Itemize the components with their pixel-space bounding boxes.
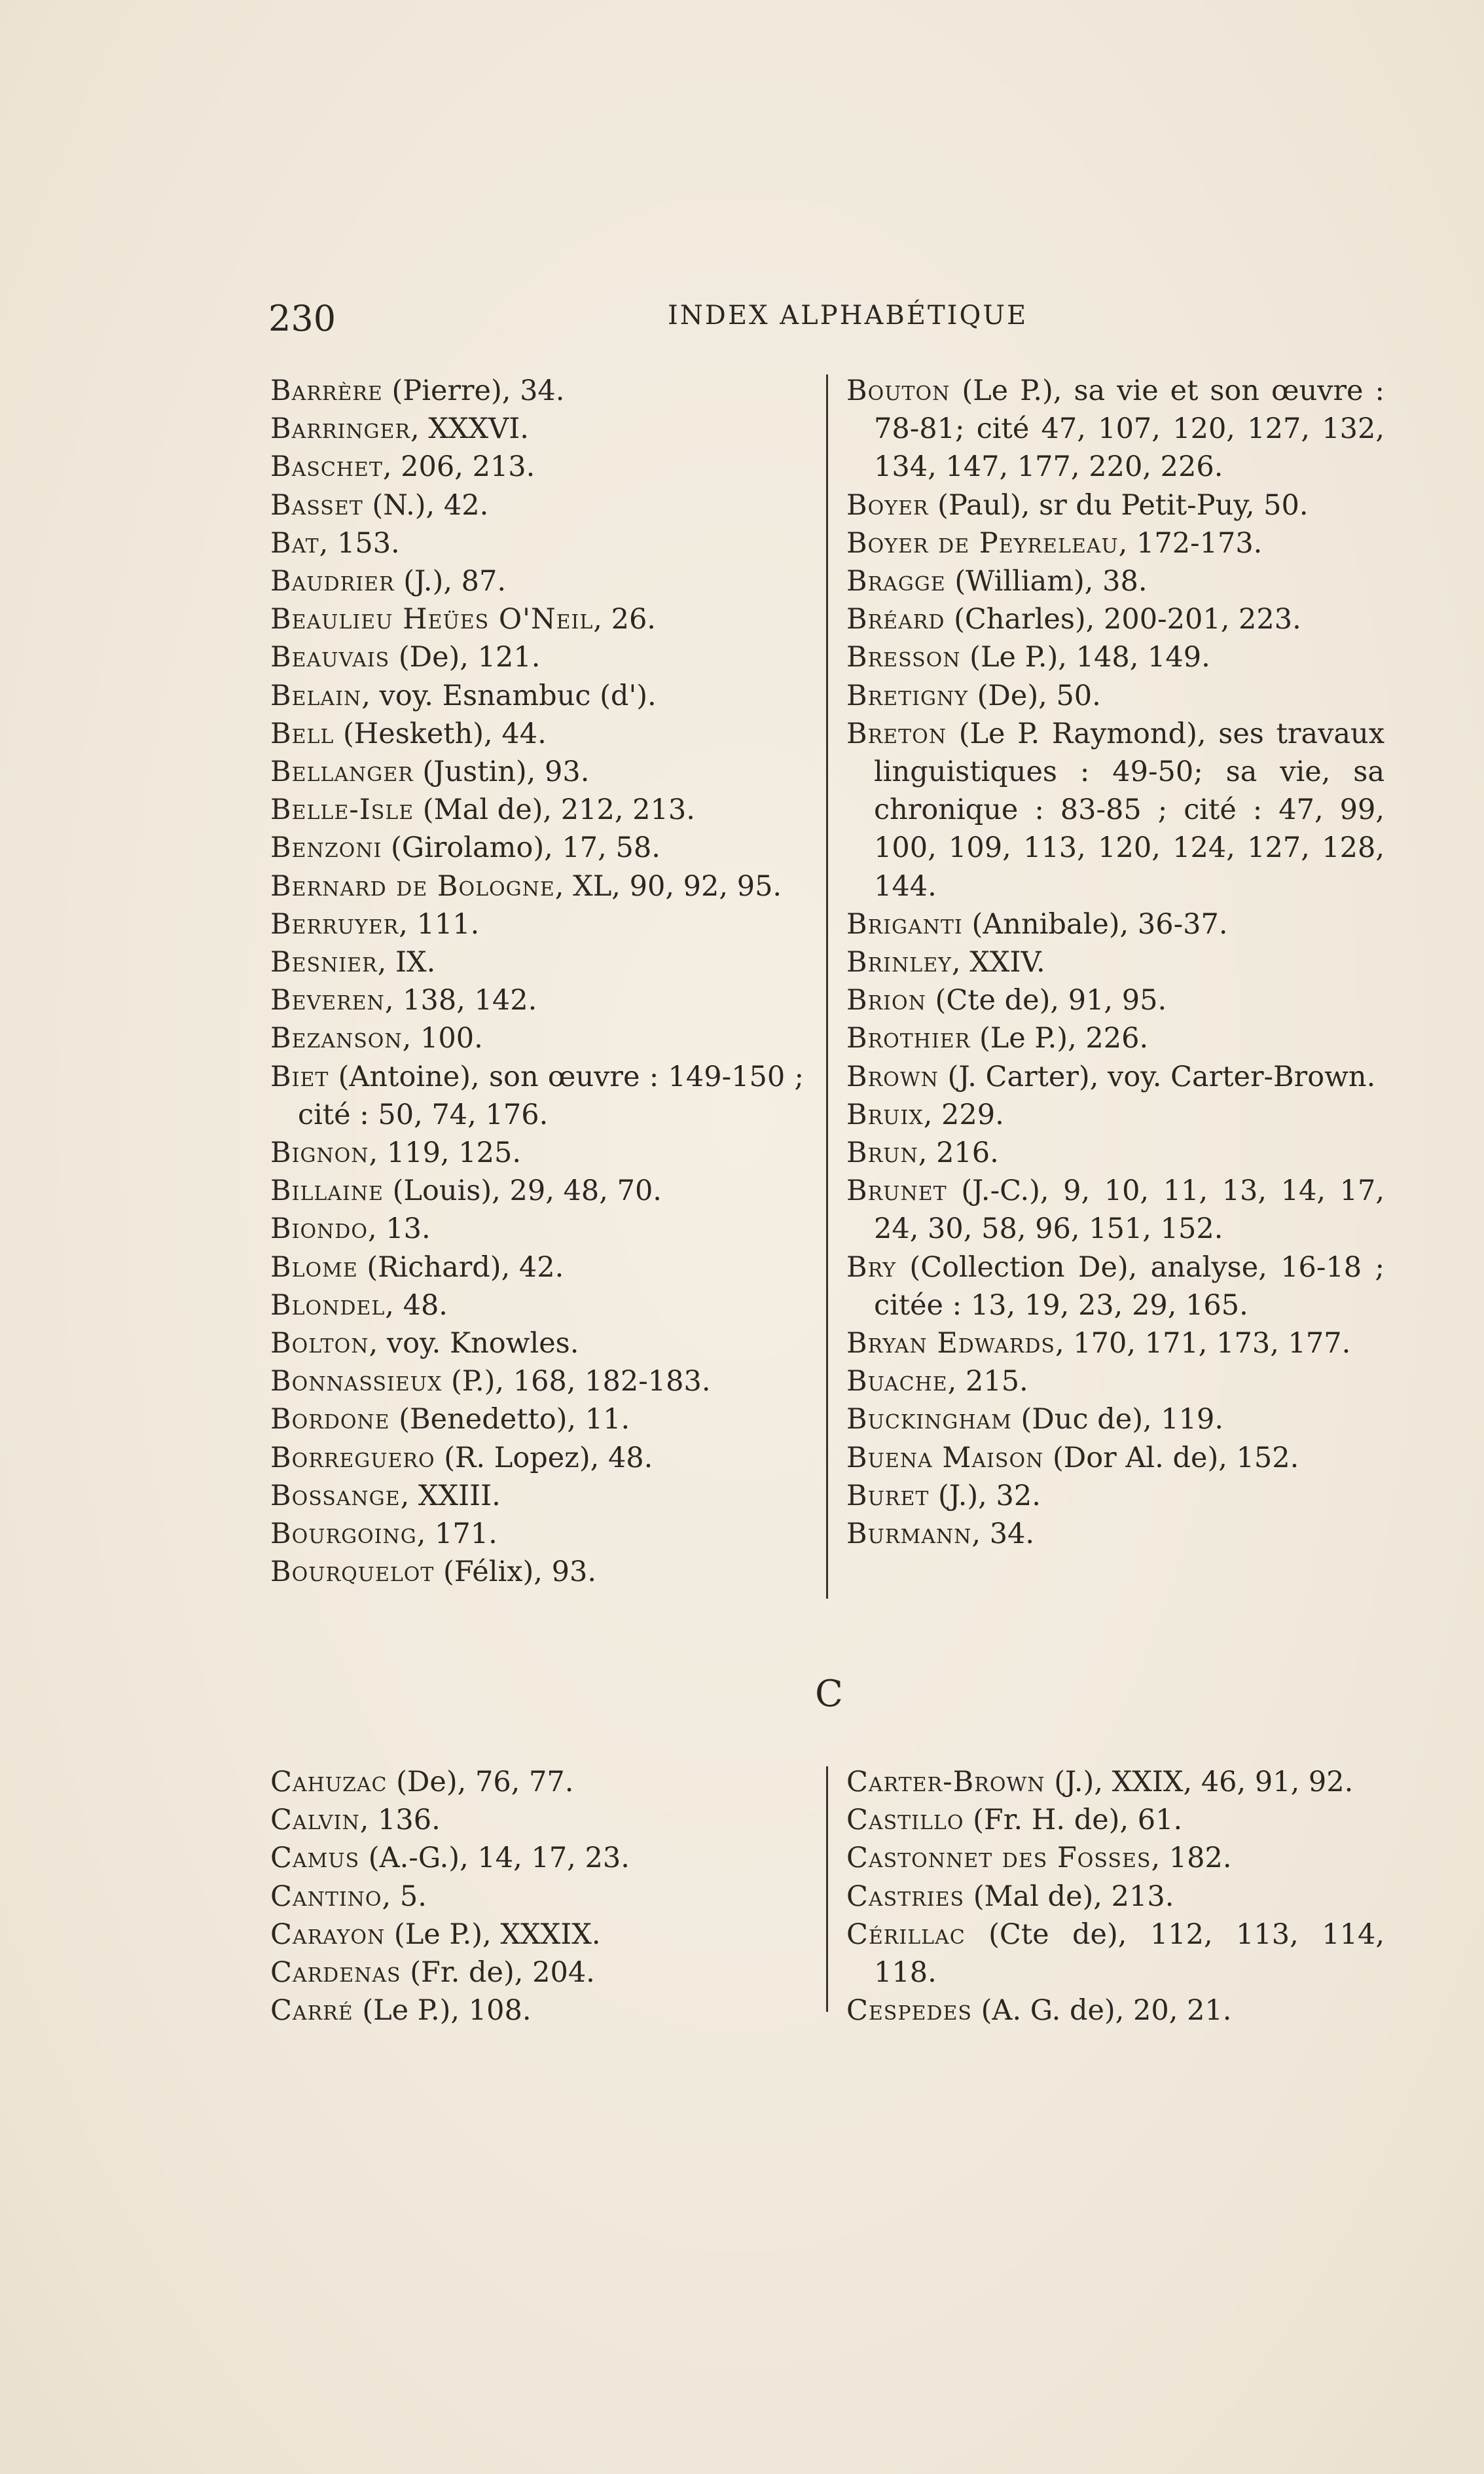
index-entry: [270, 448, 804, 486]
index-entry: [846, 1172, 1384, 1248]
index-entry: [846, 1019, 1384, 1057]
index-entry-name: Carré: [270, 1994, 353, 2028]
index-entry-references: , voy. Esnambuc (d').: [361, 679, 657, 712]
index-entry-references: , 172-173.: [1118, 526, 1263, 560]
index-entry: [270, 1477, 804, 1515]
index-entry: [846, 1400, 1384, 1438]
index-entry-name: Brinley: [846, 946, 952, 979]
index-entry-references: (Fr. H. de), 61.: [964, 1804, 1183, 1837]
index-entry-references: (William), 38.: [945, 565, 1148, 598]
index-entry: [846, 1362, 1384, 1400]
index-entry: [846, 524, 1384, 562]
index-entry-name: Belle-Isle: [270, 793, 414, 827]
index-entry-name: Baudrier: [270, 565, 395, 598]
index-entry-references: (Félix), 93.: [434, 1555, 597, 1589]
index-entry-name: Carayon: [270, 1918, 386, 1951]
index-entry-name: Boyer: [846, 488, 929, 522]
index-column-right-b-entries: [846, 372, 1384, 1553]
index-entry-name: Briganti: [846, 907, 963, 941]
index-entry: [846, 562, 1384, 600]
index-entry-references: , voy. Knowles.: [369, 1327, 579, 1360]
index-entry-name: Bignon: [270, 1137, 369, 1170]
index-entry-references: , 119, 125.: [369, 1137, 522, 1170]
index-entry: [270, 1801, 804, 1839]
index-entry: [846, 1801, 1384, 1839]
index-entry-references: (J.), 32.: [929, 1479, 1041, 1512]
index-entry-references: (De), 121.: [389, 641, 541, 674]
index-entry-name: Belain: [270, 679, 362, 712]
index-entry-name: Castillo: [846, 1804, 964, 1837]
index-entry: [846, 1134, 1384, 1172]
index-entry-references: (P.), 168, 182-183.: [442, 1365, 711, 1398]
index-entry-name: Berruyer: [270, 907, 399, 941]
index-entry-name: Bretigny: [846, 679, 968, 712]
index-entry: [270, 1134, 804, 1172]
index-column-left-c-entries: [270, 1763, 804, 2029]
index-entry: [846, 486, 1384, 524]
index-entry-name: Beauvais: [270, 641, 390, 674]
index-entry-references: (N.), 42.: [363, 488, 489, 522]
index-entry: [846, 1992, 1384, 2029]
index-entry-references: , 182.: [1151, 1842, 1232, 1875]
index-entry-name: Blondel: [270, 1288, 386, 1322]
index-entry: [846, 1878, 1384, 1916]
index-entry: [270, 562, 804, 600]
index-entry: [846, 943, 1384, 981]
index-entry: [846, 905, 1384, 943]
index-entry-references: , XL, 90, 92, 95.: [554, 869, 782, 903]
index-entry: [270, 1916, 804, 1954]
index-entry-references: (Pierre), 34.: [382, 374, 565, 407]
index-entry-name: Camus: [270, 1842, 360, 1875]
index-entry: [270, 1992, 804, 2029]
index-entry-references: (A. G. de), 20, 21.: [971, 1994, 1232, 2028]
index-entry: [846, 1439, 1384, 1477]
index-entry-references: (De), 50.: [968, 679, 1101, 712]
column-divider: [826, 1766, 828, 2012]
index-entry-references: , 171.: [416, 1518, 498, 1551]
index-entry: [270, 1878, 804, 1916]
index-entry-references: (Girolamo), 17, 58.: [382, 831, 661, 865]
index-entry-references: (Hesketh), 44.: [334, 717, 547, 750]
index-entry-references: (Antoine), son œuvre : 149-150 ; cité : 50, 74, 176.: [298, 1060, 804, 1131]
index-entry-references: , 153.: [319, 526, 400, 560]
index-entry: [270, 1324, 804, 1362]
index-entry-name: Biondo: [270, 1212, 368, 1246]
index-entry-name: Breton: [846, 717, 947, 750]
index-entry-references: , 136.: [359, 1804, 441, 1837]
index-entry-name: Boyer de Peyreleau: [846, 526, 1119, 560]
index-entry: [270, 486, 804, 524]
index-entry-references: (Le P.), 148, 149.: [960, 641, 1210, 674]
index-entry: [846, 677, 1384, 715]
index-entry-name: Burmann: [846, 1518, 972, 1551]
index-entry-name: Cardenas: [270, 1956, 401, 1990]
index-entry-name: Cantino: [270, 1880, 382, 1913]
index-entry-references: (Fr. de), 204.: [401, 1956, 595, 1990]
index-column-left-b-entries: [270, 372, 804, 1592]
index-entry-name: Brion: [846, 984, 926, 1017]
index-entry: [270, 1248, 804, 1286]
index-entry: [270, 372, 804, 410]
index-entry-name: Brothier: [846, 1022, 971, 1055]
index-entry: [846, 1324, 1384, 1362]
index-entry-references: , 138, 142.: [384, 984, 537, 1017]
index-entry: [846, 1515, 1384, 1553]
index-entry: [270, 1439, 804, 1477]
index-entry-references: , XXXVI.: [410, 412, 529, 446]
index-entry-references: , XXIV.: [951, 946, 1045, 979]
index-entry-name: Carter-Brown: [846, 1766, 1045, 1798]
index-entry-name: Baschet: [270, 450, 383, 484]
index-entry-references: (Le P.), 108.: [353, 1994, 532, 2028]
index-entry-name: Bourquelot: [270, 1555, 435, 1589]
index-entry-name: Cespedes: [846, 1994, 972, 2028]
index-entry-name: Cahuzac: [270, 1766, 388, 1798]
index-entry-name: Brunet: [846, 1174, 947, 1208]
page-header: [268, 291, 1216, 344]
index-entry: [270, 981, 804, 1019]
index-entry-name: Bell: [270, 717, 335, 750]
index-entry-name: Castries: [846, 1880, 965, 1913]
index-entry-name: Bossange: [270, 1479, 401, 1512]
index-entry-references: (Richard), 42.: [357, 1250, 564, 1284]
index-entry: [270, 905, 804, 943]
index-entry-name: Bellanger: [270, 755, 414, 789]
index-entry-references: (Benedetto), 11.: [389, 1403, 630, 1436]
index-entry-name: Brun: [846, 1137, 918, 1170]
index-entry-references: (Le P.), 226.: [970, 1022, 1149, 1055]
index-entry: [270, 1019, 804, 1057]
index-entry-references: , XXIII.: [400, 1479, 501, 1512]
index-entry-name: Borreguero: [270, 1441, 435, 1474]
index-entry: [270, 867, 804, 905]
index-entry: [270, 1286, 804, 1324]
index-entry: [270, 1400, 804, 1438]
index-entry: [846, 1248, 1384, 1324]
index-entry: [846, 600, 1384, 638]
index-entry-references: (J.), XXIX, 46, 91, 92.: [1045, 1766, 1354, 1798]
index-entry-name: Beveren: [270, 984, 385, 1017]
index-entry-name: Bernard de Bologne: [270, 869, 555, 903]
index-entry-references: , 111.: [399, 907, 480, 941]
index-entry: [270, 600, 804, 638]
index-entry-name: Bresson: [846, 641, 961, 674]
index-entry: [846, 715, 1384, 905]
index-entry-references: , 5.: [382, 1880, 427, 1913]
index-entry-name: Buret: [846, 1479, 930, 1512]
index-entry-name: Buache: [846, 1365, 948, 1398]
index-entry: [270, 1839, 804, 1877]
index-entry-name: Basset: [270, 488, 363, 522]
index-entry-references: (Collection De), analyse, 16-18 ; citée : 13, 19, 23, 29, 165.: [874, 1250, 1384, 1322]
index-entry-name: Bat: [270, 526, 319, 560]
index-entry-name: Bréard: [846, 603, 945, 636]
index-entry-name: Bry: [846, 1250, 897, 1284]
index-entry: [270, 715, 804, 753]
index-entry-name: Blome: [270, 1250, 358, 1284]
index-entry-references: , IX.: [377, 946, 436, 979]
index-entry-references: , 170, 171, 173, 177.: [1055, 1327, 1351, 1360]
index-entry: [846, 1763, 1384, 1801]
index-entry-references: (De), 76, 77.: [387, 1766, 574, 1798]
index-column-right-c-entries: [846, 1763, 1384, 2029]
index-entry-name: Castonnet des Fosses: [846, 1842, 1151, 1875]
index-entry: [270, 677, 804, 715]
index-entry-references: (Dor Al. de), 152.: [1043, 1441, 1299, 1474]
index-entry-references: , 229.: [923, 1098, 1004, 1131]
index-entry: [270, 1210, 804, 1248]
index-entry-name: Cérillac: [846, 1918, 966, 1951]
index-entry: [270, 1763, 804, 1801]
index-entry-name: Buckingham: [846, 1403, 1012, 1436]
index-entry-references: , 26.: [593, 603, 656, 636]
index-entry-name: Bouton: [846, 374, 950, 407]
index-entry: [270, 1172, 804, 1210]
index-entry-references: (Louis), 29, 48, 70.: [383, 1174, 662, 1208]
index-entry-references: , 48.: [385, 1288, 448, 1322]
index-entry-name: Billaine: [270, 1174, 384, 1208]
index-entry-name: Besnier: [270, 946, 378, 979]
section-letter-c: C: [815, 1673, 843, 1715]
index-entry-name: Beaulieu Heües O'Neil: [270, 603, 594, 636]
index-entry: [270, 943, 804, 981]
index-entry-name: Buena Maison: [846, 1441, 1044, 1474]
index-entry: [270, 791, 804, 829]
index-entry-references: (Le P.), XXXIX.: [385, 1918, 601, 1951]
index-entry-references: (Le P. Raymond), ses travaux linguistiques : 49-50; sa vie, sa chronique : 83-85 ; cité : 47, 99, 100, 109, 113, 120, 124, 127, 128, 144.: [874, 717, 1384, 903]
index-entry-references: , 34.: [971, 1518, 1035, 1551]
index-entry: [270, 829, 804, 867]
index-entry-name: Bourgoing: [270, 1518, 417, 1551]
index-entry-references: (Paul), sr du Petit-Puy, 50.: [928, 488, 1309, 522]
index-entry-references: (Le P.), sa vie et son œuvre : 78-81; cité 47, 107, 120, 127, 132, 134, 147, 177, 220, 226.: [874, 374, 1384, 484]
index-entry: [846, 1477, 1384, 1515]
index-entry-name: Bezanson: [270, 1022, 403, 1055]
index-entry-references: (Annibale), 36-37.: [962, 907, 1228, 941]
index-entry: [846, 1839, 1384, 1877]
index-entry-references: (Duc de), 119.: [1011, 1403, 1224, 1436]
index-entry-references: (R. Lopez), 48.: [435, 1441, 653, 1474]
index-entry-name: Benzoni: [270, 831, 382, 865]
index-entry-references: (Cte de), 112, 113, 114, 118.: [874, 1918, 1384, 1990]
index-entry-name: Bolton: [270, 1327, 369, 1360]
index-entry-name: Bryan Edwards: [846, 1327, 1055, 1360]
index-entry: [846, 1096, 1384, 1134]
index-entry: [270, 1515, 804, 1553]
index-entry-references: , 215.: [947, 1365, 1028, 1398]
index-entry: [846, 981, 1384, 1019]
page-number: 230: [268, 298, 336, 339]
index-entry-references: (J. Carter), voy. Carter-Brown.: [938, 1060, 1376, 1093]
index-entry-references: (Mal de), 213.: [964, 1880, 1174, 1913]
index-entry: [270, 1954, 804, 1992]
index-entry-references: , 216.: [918, 1137, 999, 1170]
index-entry: [270, 638, 804, 676]
index-entry-name: Calvin: [270, 1804, 360, 1837]
index-entry: [846, 1916, 1384, 1992]
column-divider: [826, 374, 828, 1599]
index-entry-name: Barrère: [270, 374, 383, 407]
index-entry-name: Bordone: [270, 1403, 390, 1436]
index-entry-name: Bruix: [846, 1098, 924, 1131]
index-entry-references: , 206, 213.: [382, 450, 535, 484]
index-entry: [270, 753, 804, 791]
index-entry: [270, 1553, 804, 1591]
index-entry: [270, 524, 804, 562]
index-entry-references: (Justin), 93.: [413, 755, 590, 789]
index-entry: [270, 1058, 804, 1134]
index-entry-name: Bonnassieux: [270, 1365, 443, 1398]
index-entry-references: (Cte de), 91, 95.: [926, 984, 1167, 1017]
index-entry-name: Barringer: [270, 412, 410, 446]
index-entry: [270, 1362, 804, 1400]
index-entry-references: (A.-G.), 14, 17, 23.: [359, 1842, 630, 1875]
index-entry-references: (J.-C.), 9, 10, 11, 13, 14, 17, 24, 30, 58, 96, 151, 152.: [874, 1174, 1384, 1246]
index-entry-references: , 100.: [402, 1022, 483, 1055]
running-title: INDEX ALPHABÉTIQUE: [668, 300, 1028, 331]
index-entry: [846, 1058, 1384, 1096]
index-entry-name: Bragge: [846, 565, 946, 598]
index-entry: [270, 410, 804, 448]
index-entry-references: , 13.: [367, 1212, 431, 1246]
index-entry-references: (Charles), 200-201, 223.: [945, 603, 1301, 636]
index-entry-name: Brown: [846, 1060, 939, 1093]
index-entry-references: (J.), 87.: [394, 565, 507, 598]
index-entry-name: Biet: [270, 1060, 329, 1093]
index-entry: [846, 372, 1384, 486]
index-entry-references: (Mal de), 212, 213.: [414, 793, 695, 827]
index-entry: [846, 638, 1384, 676]
